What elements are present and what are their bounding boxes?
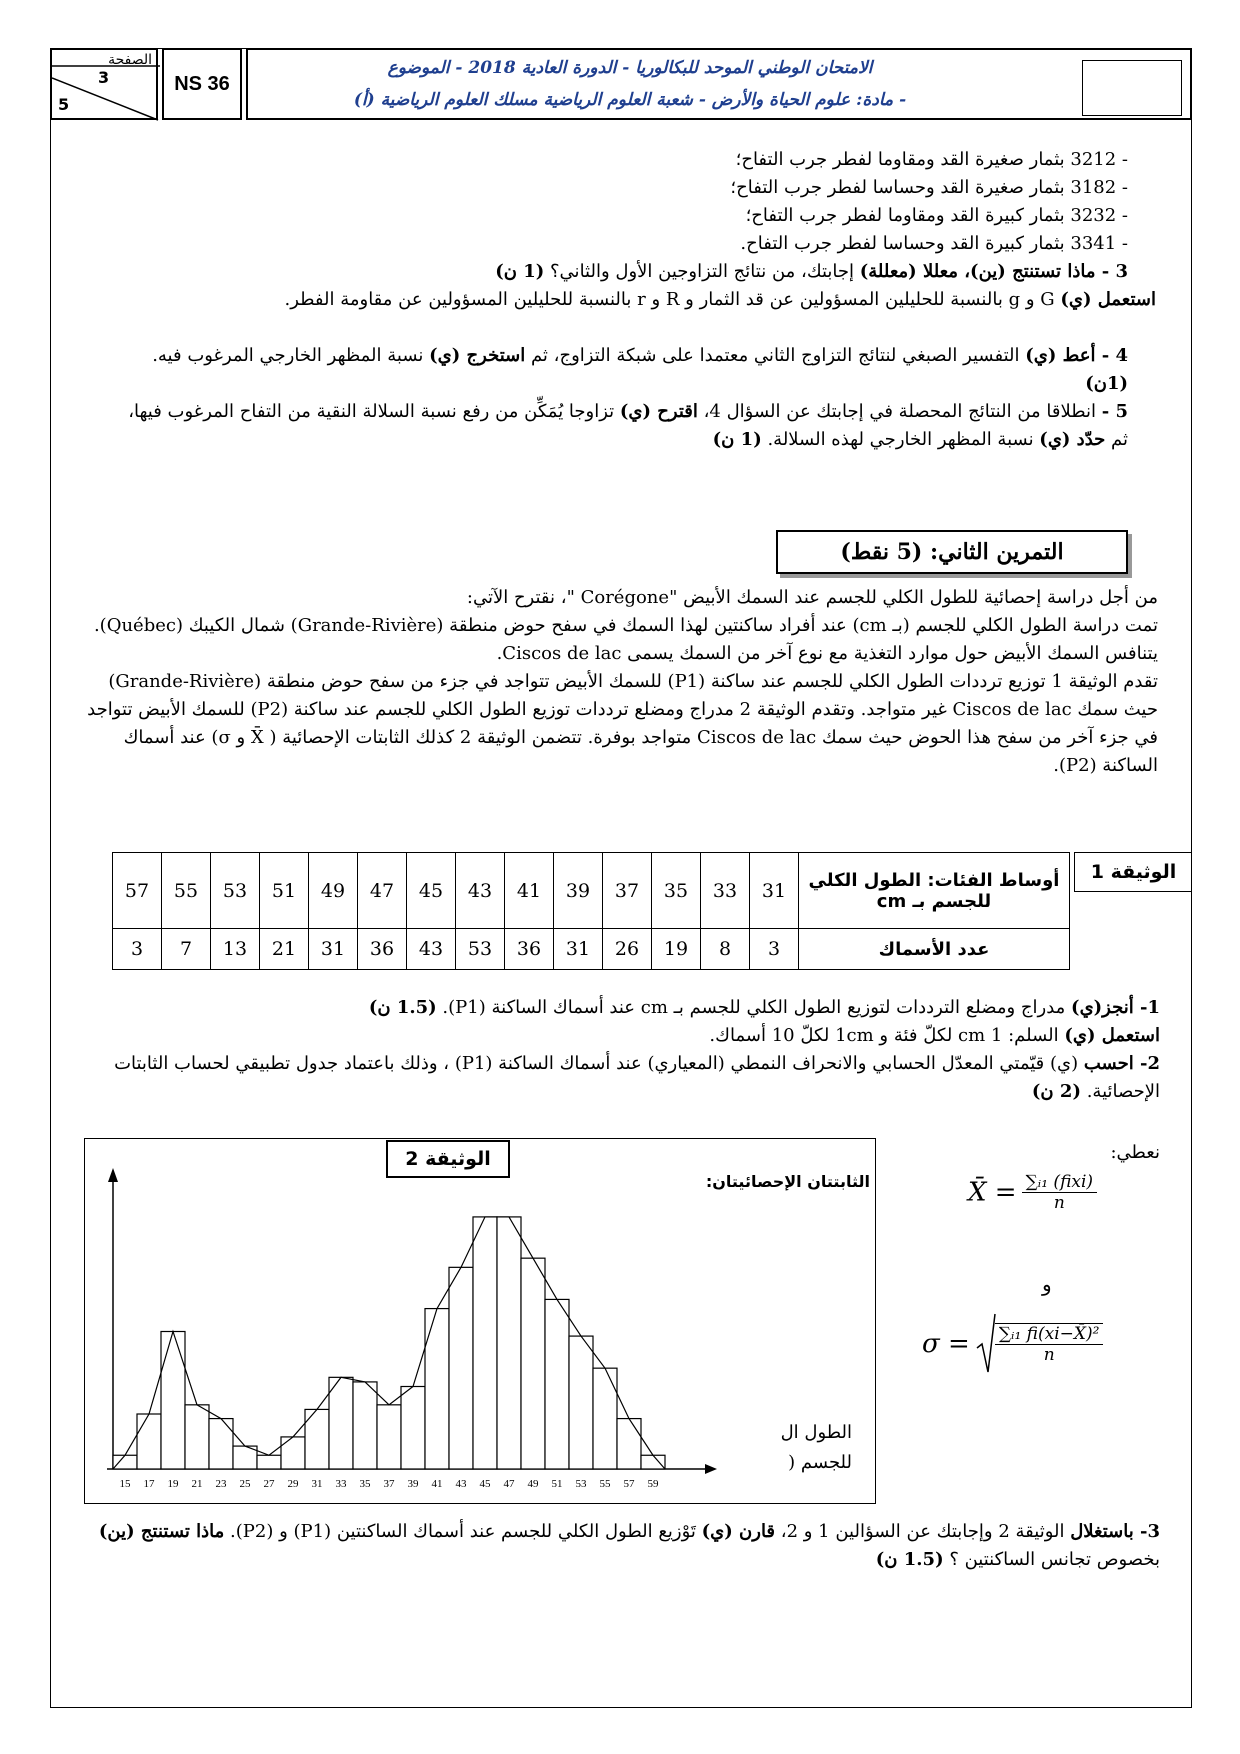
q4-text2: نسبة المظهر الخارجي المرغوب فيه.	[152, 345, 430, 366]
exercise-2-title: التمرين الثاني: (5 نقط)	[776, 530, 1128, 574]
table-cell: 35	[652, 853, 701, 929]
histogram-bar	[353, 1382, 377, 1469]
page-total: 5	[58, 95, 70, 114]
ex2-q1-lead: 1- أنجز(ي)	[1071, 997, 1160, 1018]
x-tick-label: 51	[551, 1478, 563, 1490]
histogram-bar	[377, 1405, 401, 1469]
histogram-bar	[473, 1217, 497, 1469]
histogram-bar	[593, 1368, 617, 1469]
ex2-q2-lead: 2- احسب	[1083, 1053, 1160, 1074]
q5-text: انطلاقا من النتائج المحصلة في إجابتك عن السؤال 4،	[697, 401, 1102, 422]
table-row	[113, 929, 1070, 970]
page-label: الصفحة	[108, 52, 152, 68]
intro-paragraph: من أجل دراسة إحصائية للطول الكلي للجسم عند السمك الأبيض "Corégone "، نقترح الآتي:	[466, 587, 1158, 608]
mean-lhs: X̄ =	[968, 1177, 1017, 1208]
x-tick-label: 47	[503, 1478, 515, 1490]
table-cell: 26	[603, 929, 652, 970]
table-cell: 13	[211, 929, 260, 970]
x-tick-label: 35	[359, 1478, 371, 1490]
table-cell: 39	[554, 853, 603, 929]
histogram-bar	[425, 1309, 449, 1469]
doc2-xlabel	[742, 1418, 852, 1478]
table-cell: 49	[309, 853, 358, 929]
header-empty-box	[1082, 60, 1182, 116]
ex2-q1-use-text: السلم: 1 cm لكلّ فئة و 1cm لكلّ 10 أسماك.	[709, 1025, 1065, 1046]
q3-points: (1 ن)	[495, 261, 545, 282]
intro-paragraph: تقدم الوثيقة 1 توزيع ترددات الطول الكلي للجسم عند ساكنة (P1) للسمك الأبيض تتواجد في جزء من سفح حوض منطقة (Grande-Rivière) حيث سمك Ciscos de lac غير متواجد. وتقدم الوثيقة 2 مدراج ومضلع ترددات توزيع الطول الكلي للجسم عند ساكنة (P2) للسمك الأبيض تتواجد في جزء آخر من سفح هذا الحوض حيث سمك Ciscos de lac متواجد بوفرة. تتضمن الوثيقة 2 كذلك الثابتات الإحصائية ( X̄ و σ) عند أسماك الساكنة (P2).	[87, 671, 1158, 776]
q3-use-text: G و g بالنسبة للحليلين المسؤولين عن قد الثمار و R و r بالنسبة للحليلين المسؤولين عن مقاومة الفطر.	[284, 289, 1061, 310]
table-cell: 7	[162, 929, 211, 970]
table-cell: 41	[505, 853, 554, 929]
x-tick-label: 39	[407, 1478, 419, 1490]
q3-use-lead: استعمل (ي)	[1060, 289, 1156, 310]
x-tick-label: 45	[479, 1478, 491, 1490]
histogram-bar	[185, 1405, 209, 1469]
table-cell: 3	[113, 929, 162, 970]
mean-denominator: n	[1053, 1193, 1065, 1213]
ex2-q3-text2: تَوْزيع الطول الكلي للجسم عند أسماك الساكنتين (P1) و (P2).	[224, 1521, 702, 1542]
q5-text2: تزاوجا يُمَكِّن من رفع نسبة السلالة النقية من التفاح المرغوب فيها، ثم	[128, 401, 1128, 450]
y-axis-arrow	[108, 1168, 118, 1182]
ex2-q1-use-lead: استعمل (ي)	[1064, 1025, 1160, 1046]
table-cell: 43	[456, 853, 505, 929]
x-tick-label: 27	[263, 1478, 275, 1490]
table-cell: 31	[309, 929, 358, 970]
q4-points: (1ن)	[1085, 373, 1128, 394]
x-tick-label: 25	[239, 1478, 251, 1490]
x-tick-label: 15	[119, 1478, 131, 1490]
table-cell: 31	[750, 853, 799, 929]
sqrt-body	[995, 1323, 1104, 1365]
x-tick-label: 17	[143, 1478, 155, 1490]
ex2-question-1	[80, 994, 1160, 1106]
table-cell: 31	[554, 929, 603, 970]
ex2-q1-points: (1.5 ن)	[368, 997, 437, 1018]
sd-denominator: n	[1043, 1345, 1055, 1365]
table-cell: 8	[701, 929, 750, 970]
sqrt-icon	[975, 1312, 997, 1376]
q5-lead2: اقترح (ي)	[619, 401, 698, 422]
ex2-question-3	[80, 1518, 1160, 1574]
question-3-use	[136, 286, 1156, 314]
table-cell: 19	[652, 929, 701, 970]
list-item: - 3182 بثمار صغيرة القد وحساسا لفطر جرب التفاح؛	[730, 177, 1128, 198]
x-tick-label: 23	[215, 1478, 227, 1490]
table-cell: 55	[162, 853, 211, 929]
x-tick-label: 19	[167, 1478, 179, 1490]
table-cell: 21	[260, 929, 309, 970]
histogram-bar	[545, 1299, 569, 1469]
histogram-bar	[329, 1377, 353, 1469]
table-row	[113, 853, 1070, 929]
x-tick-label: 21	[191, 1478, 203, 1490]
and-label: و	[1042, 1272, 1052, 1296]
question-4	[128, 342, 1128, 398]
q5-lead3: حدّد (ي)	[1039, 429, 1106, 450]
table-cell: 36	[358, 929, 407, 970]
table-cell: 3	[750, 929, 799, 970]
question-3	[128, 258, 1128, 286]
histogram-bar	[497, 1217, 521, 1469]
header-title-box	[246, 48, 1192, 120]
q5-lead: 5 -	[1101, 401, 1128, 422]
q4-text: التفسير الصبغي لنتائج التزاوج الثاني معتمدا على شبكة التزاوج، ثم	[525, 345, 1026, 366]
x-tick-label: 59	[647, 1478, 659, 1490]
ex2-q2-text: (ي) قيّمتي المعدّل الحسابي والانحراف النمطي (المعياري) عند أسماك الساكنة (P1) ، وذلك باعتماد جدول تطبيقي لحساب الثابتات الإحصائية.	[114, 1053, 1160, 1102]
histogram-bar	[161, 1332, 185, 1470]
histogram-bar	[137, 1414, 161, 1469]
intro-list	[128, 146, 1128, 258]
x-tick-label: 55	[599, 1478, 611, 1490]
histogram-bar	[569, 1336, 593, 1469]
histogram-bar	[209, 1419, 233, 1469]
row-header-counts: عدد الأسماك	[799, 929, 1070, 970]
ex2-q3-lead: 3- باستغلال	[1070, 1521, 1160, 1542]
x-axis-arrow	[705, 1464, 717, 1474]
ex2-q3-lead2: قارن (ي)	[701, 1521, 776, 1542]
x-tick-label: 37	[383, 1478, 395, 1490]
q3-lead: 3 - ماذا تستنتج (ين)، معللا (معللة)	[859, 261, 1128, 282]
table-cell: 45	[407, 853, 456, 929]
sd-formula	[922, 1312, 1103, 1376]
list-item: - 3232 بثمار كبيرة القد ومقاوما لفطر جرب التفاح؛	[745, 205, 1128, 226]
histogram-bar	[401, 1387, 425, 1470]
q5-points: (1 ن)	[712, 429, 762, 450]
question-5	[128, 398, 1128, 454]
table-cell: 33	[701, 853, 750, 929]
ex2-q3-lead3: ماذا تستنتج (ين)	[98, 1521, 225, 1542]
header-title-line1: الامتحان الوطني الموحد للبكالوريا - الدورة العادية 2018 - الموضوع	[387, 58, 873, 78]
histogram-bar	[641, 1455, 665, 1469]
histogram-bar	[449, 1267, 473, 1469]
sqrt-wrap	[975, 1312, 1104, 1376]
table-cell: 57	[113, 853, 162, 929]
row-header-midpoints: أوساط الفئات: الطول الكلي للجسم بـ cm	[799, 853, 1070, 929]
doc2-stats-label: الثابتتان الإحصائيتان:	[705, 1172, 870, 1191]
q3-text: إجابتك، من نتائج التزاوجين الأول والثاني؟	[544, 261, 860, 282]
table-cell: 43	[407, 929, 456, 970]
histogram-bar	[617, 1419, 641, 1469]
sd-lhs: σ =	[922, 1329, 970, 1359]
list-item: - 3212 بثمار صغيرة القد ومقاوما لفطر جرب التفاح؛	[735, 149, 1128, 170]
exam-code: NS 36	[162, 48, 242, 120]
x-tick-label: 33	[335, 1478, 347, 1490]
x-tick-label: 31	[311, 1478, 323, 1490]
q4-lead2: استخرج (ي)	[429, 345, 526, 366]
x-tick-label: 49	[527, 1478, 539, 1490]
sd-numerator: ∑ᵢ₁ fi(xi−X̄)²	[995, 1324, 1104, 1345]
x-tick-label: 41	[431, 1478, 443, 1490]
table-cell: 53	[211, 853, 260, 929]
sd-fraction	[995, 1324, 1104, 1365]
ex2-q3-text: الوثيقة 2 وإجابتك عن السؤالين 1 و 2،	[775, 1521, 1071, 1542]
xlabel-line1: الطول ال	[780, 1422, 852, 1443]
histogram-bar	[257, 1455, 281, 1469]
ex2-q1-text: مدراج ومضلع الترددات لتوزيع الطول الكلي للجسم بـ cm عند أسماك الساكنة (P1).	[436, 997, 1072, 1018]
x-tick-label: 57	[623, 1478, 635, 1490]
page-current: 3	[98, 68, 110, 87]
ex2-q3-points: (1.5 ن)	[875, 1549, 944, 1570]
table-cell: 53	[456, 929, 505, 970]
header-title-line2: - مادة: علوم الحياة والأرض - شعبة العلوم الرياضية مسلك العلوم الرياضية (أ)	[353, 90, 907, 110]
list-item: - 3341 بثمار كبيرة القد وحساسا لفطر جرب التفاح.	[740, 233, 1128, 254]
histogram-bar	[521, 1258, 545, 1469]
q5-text3: نسبة المظهر الخارجي لهذه السلالة.	[761, 429, 1040, 450]
mean-numerator: ∑ᵢ₁ (fixi)	[1022, 1172, 1097, 1193]
mean-formula	[968, 1172, 1097, 1213]
x-tick-label: 43	[455, 1478, 467, 1490]
table-cell: 36	[505, 929, 554, 970]
x-tick-label: 53	[575, 1478, 587, 1490]
table-cell: 51	[260, 853, 309, 929]
exercise-2-intro	[78, 584, 1158, 780]
doc2-title: الوثيقة 2	[386, 1140, 510, 1178]
xlabel-line2: للجسم (	[788, 1452, 852, 1473]
intro-paragraph: تمت دراسة الطول الكلي للجسم (بـ cm) عند أفراد ساكنتين لهذا السمك في سفح حوض منطقة (Grande-Rivière) شمال الكيبك (Québec). يتنافس السمك الأبيض حول موارد التغذية مع نوع آخر من السمك يسمى Ciscos de lac.	[93, 615, 1158, 664]
x-tick-label: 29	[287, 1478, 299, 1490]
ex2-q2-points: (2 ن)	[1031, 1081, 1081, 1102]
table-cell: 37	[603, 853, 652, 929]
doc1-label: الوثيقة 1	[1074, 852, 1192, 892]
histogram-bar	[281, 1437, 305, 1469]
histogram-bar	[113, 1455, 137, 1469]
doc1-table	[112, 852, 1070, 970]
given-label: نعطي:	[1110, 1142, 1160, 1163]
page-number-box	[50, 48, 158, 120]
table-cell: 47	[358, 853, 407, 929]
q4-lead: 4 - أعط (ي)	[1025, 345, 1128, 366]
mean-fraction	[1022, 1172, 1097, 1213]
ex2-q3-text3: بخصوص تجانس الساكنتين ؟	[943, 1549, 1160, 1570]
